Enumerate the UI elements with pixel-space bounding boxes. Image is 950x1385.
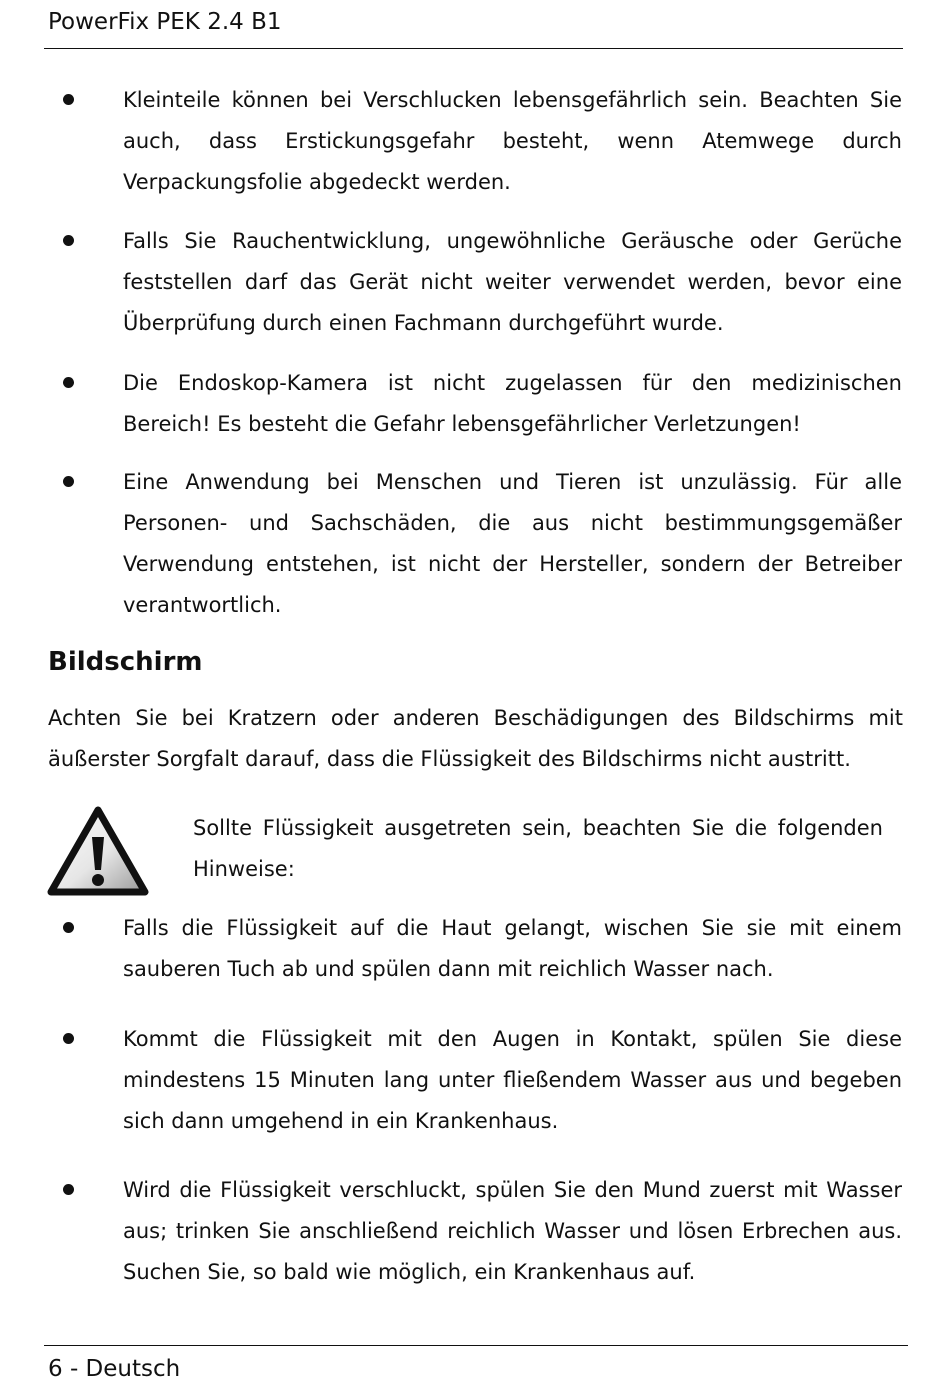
bullet-icon [63, 94, 74, 105]
bullet-icon [63, 922, 74, 933]
bullet-icon [63, 377, 74, 388]
header-divider [44, 48, 903, 49]
running-header: PowerFix PEK 2.4 B1 [48, 9, 282, 35]
bullet-icon [63, 1184, 74, 1195]
list-item-text: Kommt die Flüssigkeit mit den Augen in Kontakt, spülen Sie diese mindestens 15 Minuten lang unter fließendem Wasser aus und begeben sich dann umgehend in ein Krankenhaus. [123, 1027, 902, 1133]
list-item-text: Falls Sie Rauchentwicklung, ungewöhnliche Geräusche oder Gerüche feststellen darf das Gerät nicht weiter verwendet werden, bevor eine Überprüfung durch einen Fachmann durchgeführt wurde. [123, 229, 902, 335]
bullet-icon [63, 235, 74, 246]
list-item-text: Eine Anwendung bei Menschen und Tieren ist unzulässig. Für alle Personen- und Sachschäden, die aus nicht bestimmungsgemäßer Verwendung entstehen, ist nicht der Hersteller, sondern der Betreiber verantwortlich. [123, 470, 902, 617]
list-item-text: Kleinteile können bei Verschlucken lebensgefährlich sein. Beachten Sie auch, dass Erstickungsgefahr besteht, wenn Atemwege durch Verpackungsfolie abgedeckt werden. [123, 88, 902, 194]
bullet-icon [63, 1033, 74, 1044]
page-number: 6 - Deutsch [48, 1356, 181, 1382]
list-item-text: Wird die Flüssigkeit verschluckt, spülen Sie den Mund zuerst mit Wasser aus; trinken Sie anschließend reichlich Wasser und lösen Erbrechen aus. Suchen Sie, so bald wie möglich, ein Krankenhaus auf. [123, 1178, 902, 1284]
footer-divider [44, 1345, 908, 1346]
bullet-icon [63, 476, 74, 487]
section-heading: Bildschirm [48, 647, 203, 677]
list-item-text: Die Endoskop-Kamera ist nicht zugelassen für den medizinischen Bereich! Es besteht die Gefahr lebensgefährlicher Verletzungen! [123, 371, 902, 436]
list-item-text: Falls die Flüssigkeit auf die Haut gelangt, wischen Sie sie mit einem sauberen Tuch ab und spülen dann mit reichlich Wasser nach. [123, 916, 902, 981]
warning-triangle-icon [46, 804, 150, 898]
section-paragraph: Achten Sie bei Kratzern oder anderen Beschädigungen des Bildschirms mit äußerster Sorgfalt darauf, dass die Flüssigkeit des Bildschirms nicht austritt. [48, 706, 903, 771]
warning-text: Sollte Flüssigkeit ausgetreten sein, beachten Sie die folgenden Hinweise: [193, 816, 883, 881]
